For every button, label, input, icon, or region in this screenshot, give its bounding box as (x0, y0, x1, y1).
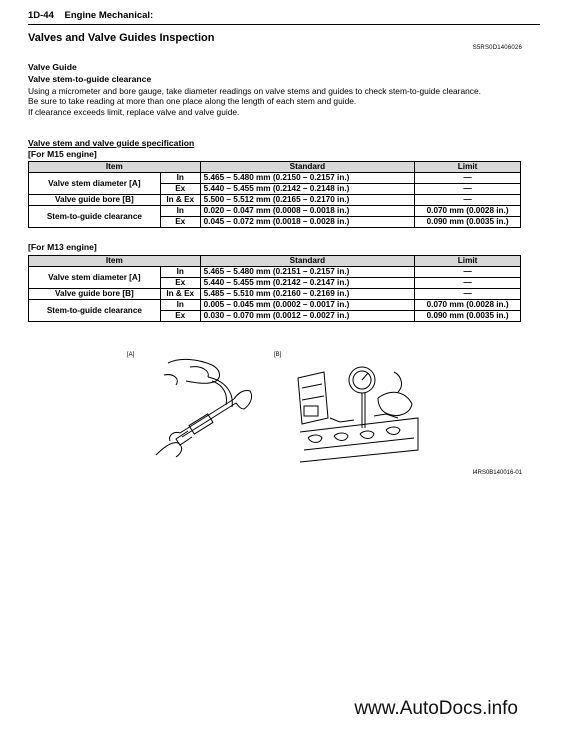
row-standard: 0.005 – 0.045 mm (0.0002 – 0.0017 in.) (200, 300, 415, 311)
bore-gauge-illustration (294, 358, 424, 463)
engine-label-m15: [For M15 engine] (28, 149, 97, 159)
row-item: Valve guide bore [B] (29, 289, 161, 300)
table-header-row (29, 162, 521, 173)
row-standard: 5.465 – 5.480 mm (0.2151 – 0.2157 in.) (200, 267, 415, 278)
header-item: Item (29, 162, 201, 173)
row-standard: 0.020 – 0.047 mm (0.0008 – 0.0018 in.) (200, 206, 415, 217)
row-standard: 5.485 – 5.510 mm (0.2160 – 0.2169 in.) (200, 289, 415, 300)
spec-title: Valve stem and valve guide specification (28, 138, 195, 148)
row-sub: In (160, 206, 200, 217)
header-limit: Limit (415, 256, 521, 267)
instruction-line: Be sure to take reading at more than one place along the length of each stem and guide. (28, 96, 357, 107)
row-standard: 5.465 – 5.480 mm (0.2150 – 0.2157 in.) (200, 173, 415, 184)
row-limit: 0.090 mm (0.0035 in.) (415, 311, 521, 322)
table-row (29, 267, 521, 278)
page-title: Valves and Valve Guides Inspection (28, 32, 215, 44)
row-sub: Ex (160, 311, 200, 322)
table-row (29, 206, 521, 217)
row-standard: 0.045 – 0.072 mm (0.0018 – 0.0028 in.) (200, 217, 415, 228)
row-limit: — (415, 289, 521, 300)
figure-id: I4RS0B140016-01 (472, 470, 522, 476)
row-sub: Ex (160, 278, 200, 289)
table-row (29, 300, 521, 311)
table-row (29, 173, 521, 184)
row-sub: In & Ex (160, 195, 200, 206)
row-limit: 0.070 mm (0.0028 in.) (415, 206, 521, 217)
row-sub: Ex (160, 217, 200, 228)
spec-table-m13 (28, 255, 521, 322)
row-sub: In & Ex (160, 289, 200, 300)
section-name: Engine Mechanical: (64, 10, 154, 21)
valve-guide-heading: Valve Guide (28, 62, 77, 72)
row-limit: — (415, 195, 521, 206)
row-item: Stem-to-guide clearance (29, 206, 161, 228)
row-limit: — (415, 173, 521, 184)
instruction-line: If clearance exceeds limit, replace valve and valve guide. (28, 106, 240, 117)
table-row (29, 195, 521, 206)
spec-table-m15 (28, 161, 521, 228)
row-limit: — (415, 278, 521, 289)
figure-label-a: [A] (127, 352, 135, 358)
instructions (28, 86, 528, 117)
row-standard: 5.440 – 5.455 mm (0.2142 – 0.2148 in.) (200, 184, 415, 195)
row-item: Valve guide bore [B] (29, 195, 161, 206)
table-row (29, 289, 521, 300)
row-item: Stem-to-guide clearance (29, 300, 161, 322)
header-limit: Limit (415, 162, 521, 173)
engine-label-m13: [For M13 engine] (28, 242, 97, 252)
row-item: Valve stem diameter [A] (29, 267, 161, 289)
row-sub: Ex (160, 184, 200, 195)
document-id: S5RS0D1406026 (472, 45, 522, 51)
row-sub: In (160, 173, 200, 184)
row-sub: In (160, 267, 200, 278)
row-standard: 5.500 – 5.512 mm (0.2165 – 0.2170 in.) (200, 195, 415, 206)
watermark[interactable]: www.AutoDocs.info (354, 698, 518, 719)
row-item: Valve stem diameter [A] (29, 173, 161, 195)
row-standard: 5.440 – 5.455 mm (0.2142 – 0.2147 in.) (200, 278, 415, 289)
micrometer-illustration (150, 355, 260, 460)
header-standard: Standard (200, 162, 415, 173)
row-sub: In (160, 300, 200, 311)
page-header (28, 10, 540, 25)
header-standard: Standard (200, 256, 415, 267)
clearance-subheading: Valve stem-to-guide clearance (28, 74, 152, 84)
row-limit: — (415, 267, 521, 278)
instruction-line: Using a micrometer and bore gauge, take diameter readings on valve stems and guides to check stem-to-guide clearance. (28, 86, 481, 96)
figure-label-b: [B] (274, 352, 282, 358)
table-header-row (29, 256, 521, 267)
row-limit: 0.090 mm (0.0035 in.) (415, 217, 521, 228)
row-limit: — (415, 184, 521, 195)
row-limit: 0.070 mm (0.0028 in.) (415, 300, 521, 311)
page-number: 1D-44 (28, 10, 54, 21)
row-standard: 0.030 – 0.070 mm (0.0012 – 0.0027 in.) (200, 311, 415, 322)
header-item: Item (29, 256, 201, 267)
